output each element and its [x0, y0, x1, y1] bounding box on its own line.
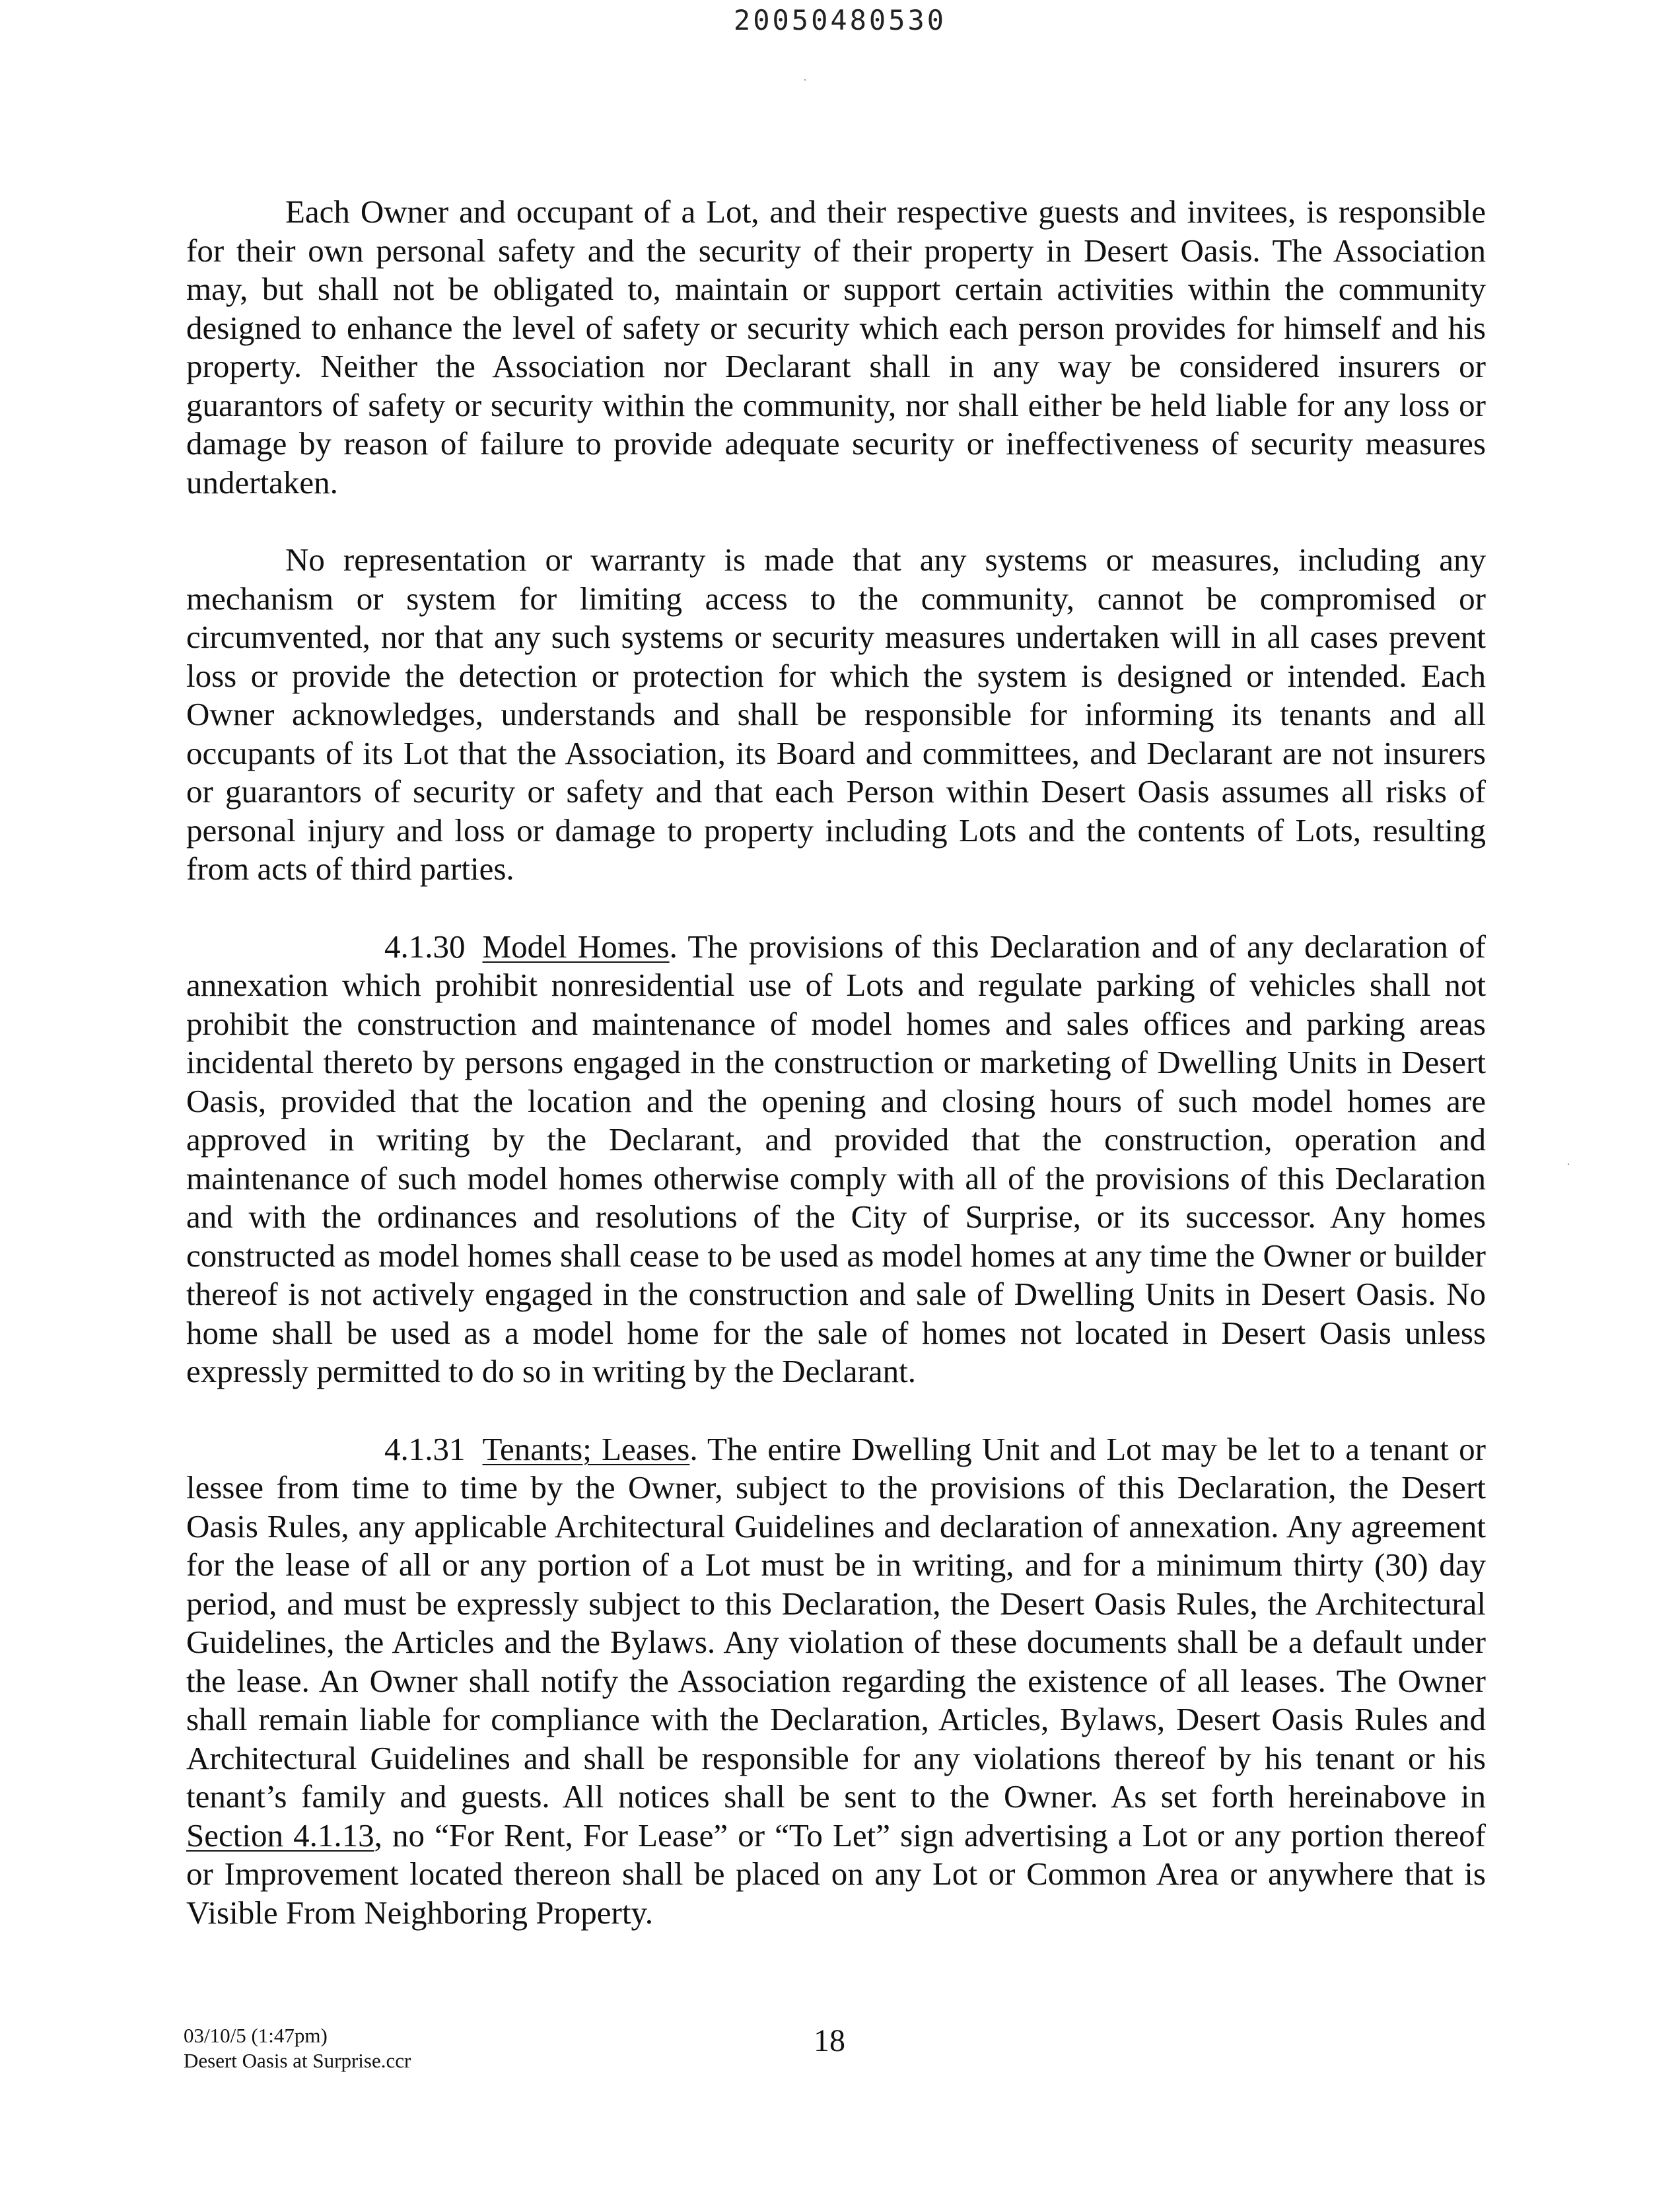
section-number: 4.1.31	[384, 1430, 466, 1467]
section-body-continued: , no “For Rent, For Lease” or “To Let” sign advertising a Lot or any portion thereof or Improvement located thereon shall be placed on any Lot or Common Area or anywhere that is Visible From Neighboring Property.	[186, 1817, 1486, 1931]
footer-date: 03/10/5 (1:47pm)	[184, 2024, 328, 2047]
section-cross-reference: Section 4.1.13	[186, 1817, 374, 1854]
section-4-1-30	[186, 928, 1486, 1391]
section-title: Tenants; Leases	[482, 1430, 690, 1467]
section-body: . The provisions of this Declaration and of any declaration of annexation which prohibit nonresidential use of Lots and regulate parking of vehicles shall not prohibit the construction and maintenance of model homes and sales offices and parking areas incidental thereto by persons engaged in the construction or marketing of Dwelling Units in Desert Oasis, provided that the location and the opening and closing hours of such model homes are approved in writing by the Declarant, and provided that the construction, operation and maintenance of such model homes otherwise comply with all of the provisions of this Declaration and with the ordinances and resolutions of the City of Surprise, or its successor. Any homes constructed as model homes shall cease to be used as model homes at any time the Owner or builder thereof is not actively engaged in the construction and sale of Dwelling Units in Desert Oasis. No home shall be used as a model home for the sale of homes not located in Desert Oasis unless expressly permitted to do so in writing by the Declarant.	[186, 928, 1486, 1389]
document-body	[186, 193, 1486, 1971]
section-body: . The entire Dwelling Unit and Lot may be let to a tenant or lessee from time to time by the Owner, subject to the provisions of this Declaration, the Desert Oasis Rules, any applicable Architectural Guidelines and declaration of annexation. Any agreement for the lease of all or any portion of a Lot must be in writing, and for a minimum thirty (30) day period, and must be expressly subject to this Declaration, the Desert Oasis Rules, the Architectural Guidelines, the Articles and the Bylaws. Any violation of these documents shall be a default under the lease. An Owner shall notify the Association regarding the existence of all leases. The Owner shall remain liable for compliance with the Declaration, Articles, Bylaws, Desert Oasis Rules and Architectural Guidelines and shall be responsible for any violations thereof by his tenant or his tenant’s family and guests. All notices shall be sent to the Owner. As set forth hereinabove in	[186, 1430, 1486, 1815]
scan-speck	[1568, 1163, 1569, 1165]
section-number: 4.1.30	[384, 928, 466, 965]
scan-speck	[804, 79, 806, 81]
page-number: 18	[814, 2023, 845, 2058]
paragraph-no-warranty: No representation or warranty is made that any systems or measures, including any mechanism or system for limiting access to the community, cannot be compromised or circumvented, nor that any such systems or security measures undertaken will in all cases prevent loss or provide the detection or protection for which the system is designed or intended. Each Owner acknowledges, understands and shall be responsible for informing its tenants and all occupants of its Lot that the Association, its Board and committees, and Declarant are not insurers or guarantors of security or safety and that each Person within Desert Oasis assumes all risks of personal injury and loss or damage to property including Lots and the contents of Lots, resulting from acts of third parties.	[186, 541, 1486, 887]
paragraph-security: Each Owner and occupant of a Lot, and their respective guests and invitees, is responsible for their own personal safety and the security of their property in Desert Oasis. The Association may, but shall not be obligated to, maintain or support certain activities within the community designed to enhance the level of safety or security which each person provides for himself and his property. Neither the Association nor Declarant shall in any way be considered insurers or guarantors of safety or security within the community, nor shall either be held liable for any loss or damage by reason of failure to provide adequate security or ineffectiveness of security measures undertaken.	[186, 193, 1486, 501]
document-recording-number: 20050480530	[733, 4, 947, 36]
section-4-1-31	[186, 1430, 1486, 1933]
footer-file-info	[184, 2023, 411, 2073]
footer-filename: Desert Oasis at Surprise.ccr	[184, 2049, 411, 2072]
section-title: Model Homes	[482, 928, 670, 965]
